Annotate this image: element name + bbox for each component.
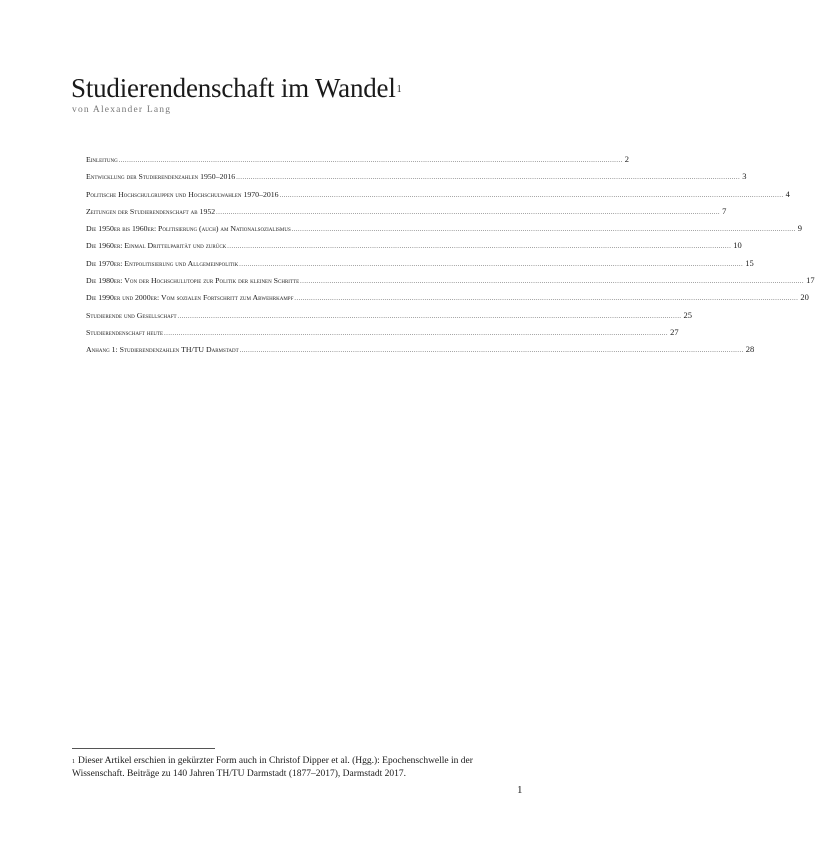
footnote [72,755,527,780]
author-line: von Alexander Lang [72,105,172,115]
toc-entry[interactable] [86,255,754,272]
toc-entry[interactable] [86,151,629,168]
table-of-contents [86,151,815,359]
toc-entry[interactable] [86,220,802,237]
footnote-marker: 1 [72,759,75,765]
dot-leader: ................................................................................................................................................................................................................................................ [279,192,784,199]
dot-leader: ................................................................................................................................................................................................................................................ [300,279,805,286]
page-number: 1 [517,784,523,796]
dot-leader: ................................................................................................................................................................................................................................................ [227,244,732,251]
document-title [71,72,401,104]
toc-entry-label: Einleitung [86,155,118,164]
toc-entry[interactable] [86,307,693,324]
toc-entry-label: Studierende und Gesellschaft [86,310,177,320]
dot-leader: ................................................................................................................................................................................................................................................ [294,296,799,303]
dot-leader: ................................................................................................................................................................................................................................................ [236,175,741,182]
toc-entry-page: 4 [785,188,790,199]
toc-entry-page: 27 [670,326,679,337]
toc-entry-label: Politische Hochschulgruppen und Hochschulwahlen 1970–2016 [86,189,279,199]
toc-entry-label: Die 1950er bis 1960er: Politisierung (auch) am Nationalsozialismus [86,224,291,234]
toc-entry[interactable] [86,186,790,203]
toc-entry-page: 15 [745,257,754,268]
footnote-separator [72,748,215,749]
dot-leader: ................................................................................................................................................................................................................................................ [216,209,721,216]
toc-entry[interactable] [86,168,747,185]
dot-leader: ................................................................................................................................................................................................................................................ [164,330,669,337]
toc-entry[interactable] [86,289,809,306]
toc-entry-page: 9 [797,223,802,234]
toc-entry-page: 25 [683,309,693,320]
footnote-text: Dieser Artikel erschien in gekürzter Form auch in Christof Dipper et al. (Hgg.): Epochenschwelle in der Wissenschaft. Beiträge zu 140 Jahren TH/TU Darmstadt (1877–2017), Darmstadt 2017. [72,756,473,779]
toc-entry[interactable] [86,203,727,220]
toc-entry-page: 28 [745,344,755,355]
toc-entry-page: 10 [733,240,742,251]
toc-entry-label: Die 1960er: Einmal Drittelparität und zurück [86,241,227,251]
dot-leader: ................................................................................................................................................................................................................................................ [239,261,744,268]
toc-entry-label: Die 1980er: Von der Hochschulutopie zur Politik der kleinen Schritte [86,276,300,286]
toc-entry-label: Zeitungen der Studierendenschaft ab 1952 [86,206,216,216]
toc-entry-page: 2 [624,154,629,164]
dot-leader: ................................................................................................................................................................................................................................................ [177,313,682,320]
toc-entry-label: Anhang 1: Studierendenzahlen TH/TU Darmstadt [86,345,239,355]
title-footnote-marker[interactable]: 1 [396,84,402,95]
toc-entry-page: 3 [742,171,747,182]
toc-entry[interactable] [86,324,679,341]
toc-entry[interactable] [86,272,815,289]
toc-entry-page: 17 [806,275,815,286]
toc-entry-label: Die 1990er und 2000er: Vom sozialen Fortschritt zum Abwehrkampf [86,293,294,303]
dot-leader: ................................................................................................................................................................................................................................................ [118,158,623,164]
toc-entry-label: Die 1970er: Entpolitisierung und Allgemeinpolitik [86,258,239,268]
title-text: Studierendenschaft im Wandel [71,73,396,103]
toc-entry-label: Studierendenschaft heute [86,327,164,337]
toc-entry[interactable] [86,237,742,254]
dot-leader: ................................................................................................................................................................................................................................................ [291,227,796,234]
toc-entry-label: Entwicklung der Studierendenzahlen 1950–2016 [86,172,236,182]
toc-entry[interactable] [86,341,755,358]
dot-leader: ................................................................................................................................................................................................................................................ [239,348,744,355]
toc-entry-page: 7 [722,205,727,216]
toc-entry-page: 20 [800,292,809,303]
